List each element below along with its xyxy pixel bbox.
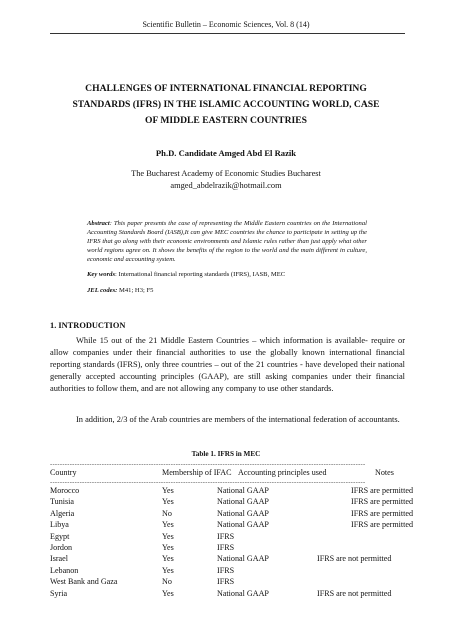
table-row xyxy=(50,577,410,588)
table-row xyxy=(50,554,410,565)
table-row xyxy=(50,543,410,554)
cell-country: Lebanon xyxy=(50,565,79,575)
cell-notes: IFRS are permitted xyxy=(351,486,414,495)
cell-notes: IFRS are permitted xyxy=(351,520,414,530)
cell-membership: Yes xyxy=(162,542,174,552)
cell-principles: National GAAP xyxy=(217,554,269,564)
cell-country: Libya xyxy=(50,520,69,530)
table-row xyxy=(50,532,410,543)
keywords xyxy=(87,270,367,279)
table-row xyxy=(50,508,414,520)
table-body xyxy=(50,486,414,600)
cell-notes: IFRS are not permitted xyxy=(317,588,392,598)
cell-country: West Bank and Gaza xyxy=(50,577,118,587)
column-header: Accounting principles used xyxy=(238,468,327,477)
title-line: STANDARDS (IFRS) IN THE ISLAMIC ACCOUNTING WORLD, CASE xyxy=(72,99,380,110)
affiliation: The Bucharest Academy of Economic Studies Bucharest xyxy=(131,169,321,178)
abstract-block xyxy=(87,219,367,295)
author-email: amged_abdelrazik@hotmail.com xyxy=(170,180,282,190)
cell-country: Algeria xyxy=(50,508,75,518)
cell-membership: Yes xyxy=(162,486,174,495)
cell-principles: National GAAP xyxy=(217,588,269,598)
table-row xyxy=(50,520,414,531)
body-paragraph xyxy=(50,335,405,395)
cell-country: Syria xyxy=(50,588,68,598)
paper-title xyxy=(40,81,412,129)
cell-membership: No xyxy=(162,508,172,518)
table-rule-top: -------------------------------------------------------------------------------------------------------------------------------- xyxy=(50,461,366,468)
jel-label: JEL codes: xyxy=(87,286,118,294)
abstract xyxy=(87,219,367,264)
cell-membership: Yes xyxy=(162,497,174,507)
cell-membership: No xyxy=(162,577,172,587)
table-row xyxy=(50,566,410,577)
cell-country: Israel xyxy=(50,554,68,564)
jel-codes xyxy=(87,286,367,295)
cell-membership: Yes xyxy=(162,531,174,541)
cell-principles: IFRS xyxy=(217,531,235,541)
title-line: CHALLENGES OF INTERNATIONAL FINANCIAL REPORTING xyxy=(85,83,367,94)
cell-principles: National GAAP xyxy=(217,497,269,507)
column-header: Country xyxy=(50,468,77,477)
cell-membership: Yes xyxy=(162,565,174,575)
table-row xyxy=(50,497,414,508)
section-heading: 1. INTRODUCTION xyxy=(50,321,126,330)
table-rule-mid: -------------------------------------------------------------------------------------------------------------------------------- xyxy=(50,479,366,486)
author-name: Ph.D. Candidate Amged Abd El Razik xyxy=(155,148,297,158)
cell-country: Egypt xyxy=(50,531,70,541)
author-affiliation-block xyxy=(0,168,452,191)
running-header: Scientific Bulletin – Economic Sciences, Vol. 8 (14) xyxy=(142,20,310,29)
table-caption: Table 1. IFRS in MEC xyxy=(191,450,261,458)
cell-principles: IFRS xyxy=(217,577,235,587)
header-rule xyxy=(50,33,405,34)
cell-notes: IFRS are not permitted xyxy=(317,554,392,564)
cell-country: Morocco xyxy=(50,486,80,495)
table-row xyxy=(50,486,414,497)
cell-membership: Yes xyxy=(162,588,174,598)
cell-principles: National GAAP xyxy=(217,508,269,518)
cell-principles: IFRS xyxy=(217,542,235,552)
column-header: Notes xyxy=(375,468,394,477)
jel-text: M41; H3; F5 xyxy=(117,286,154,294)
cell-notes: IFRS are permitted xyxy=(351,497,414,507)
cell-principles: IFRS xyxy=(217,565,235,575)
paragraph-text: While 15 out of the 21 Middle Eastern Countries – which information is available- require or allow companies under their financial authorities to use the globally known international financial reporting standards (IFRS), only three countries – out of the 21 countries - have developed their national generally accepted accounting principles (GAAP), are still asking companies under their financial authorities to follow them, and are not allowing any company to use other standards. xyxy=(50,336,405,393)
paragraph-text: In addition, 2/3 of the Arab countries are members of the international federation of accountants. xyxy=(76,415,400,424)
table-row xyxy=(50,589,410,600)
body-paragraph xyxy=(50,414,405,426)
abstract-text: : This paper presents the case of representing the Middle Eastern countries on the International Accounting Standards Board (IASB),It can give MEC countries the chance to participate in setting up the IFRS that go along with their economic environments and Islamic rules rather than just apply what other world regions agree on. It shows the benefits of the region to the world and the main different in culture, economic and accounting system. xyxy=(87,220,367,264)
cell-principles: National GAAP xyxy=(217,486,269,495)
keywords-text: : International financial reporting standards (IFRS), IASB, MEC xyxy=(115,271,286,279)
cell-notes: IFRS are permitted xyxy=(351,508,414,518)
cell-country: Jordon xyxy=(50,542,73,552)
table-header xyxy=(50,468,410,479)
cell-membership: Yes xyxy=(162,520,174,530)
column-header: Membership of IFAC xyxy=(162,468,232,477)
abstract-label: Abstract xyxy=(87,220,110,227)
cell-principles: National GAAP xyxy=(217,520,269,530)
table-header-row xyxy=(50,468,410,479)
title-line: OF MIDDLE EASTERN COUNTRIES xyxy=(145,115,307,126)
cell-country: Tunisia xyxy=(50,497,74,507)
keywords-label: Key words xyxy=(87,271,116,279)
cell-membership: Yes xyxy=(162,554,174,564)
